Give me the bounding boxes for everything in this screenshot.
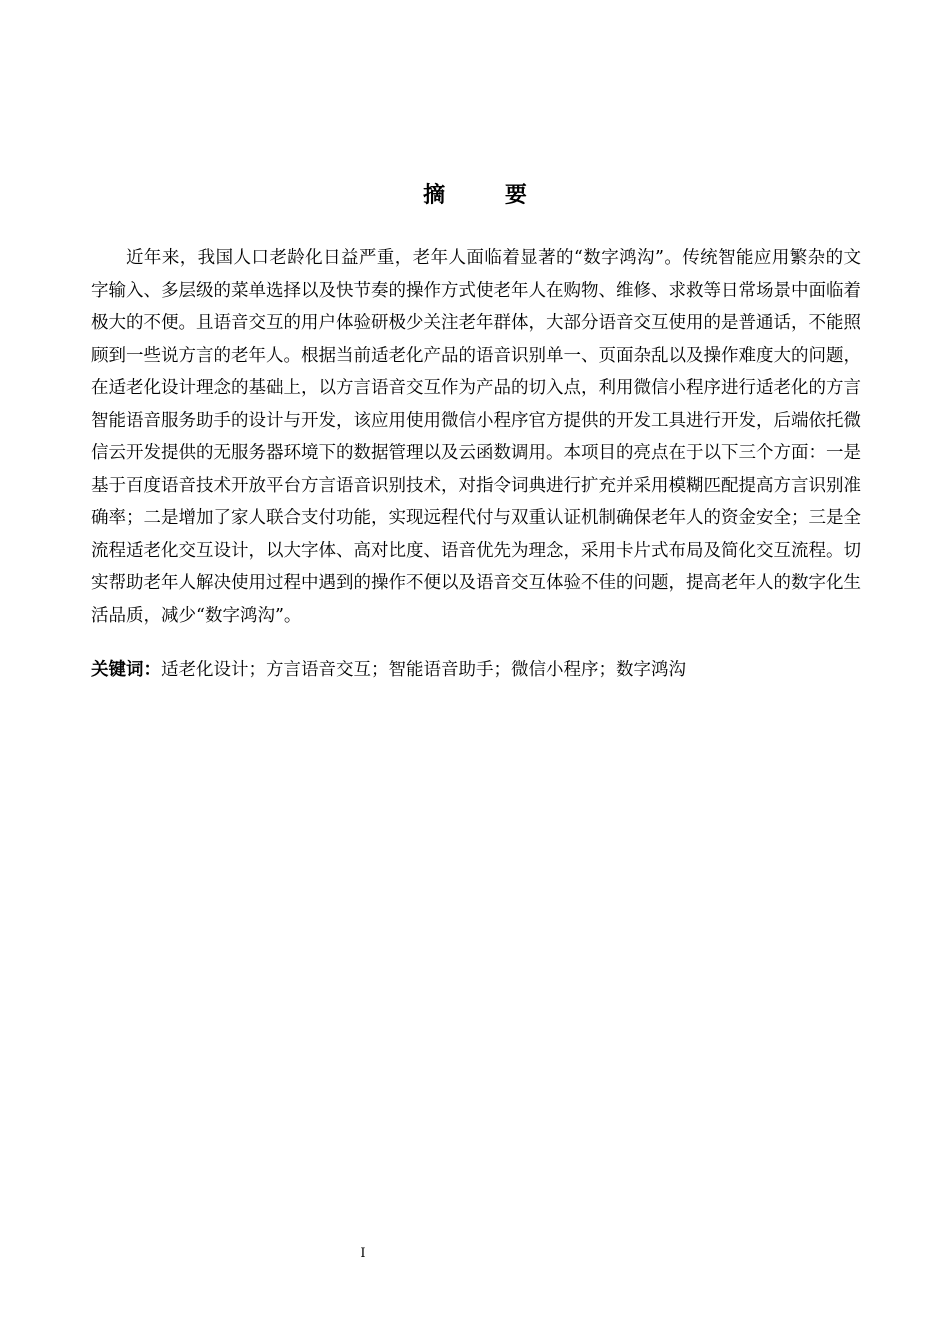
keywords-text: 适老化设计；方言语音交互；智能语音助手；微信小程序；数字鸿沟 <box>161 660 686 680</box>
abstract-title: 摘 要 <box>423 183 553 208</box>
abstract-paragraph: 近年来，我国人口老龄化日益严重，老年人面临着显著的“数字鸿沟”。传统智能应用繁杂的文字输入、多层级的菜单选择以及快节奏的操作方式使老年人在购物、维修、求救等日常场景中面临着极大的不便。且语音交互的用户体验研极少关注老年群体，大部分语音交互使用的是普通话，不能照顾到一些说方言的老年人。根据当前适老化产品的语音识别单一、页面杂乱以及操作难度大的问题，在适老化设计理念的基础上，以方言语音交互作为产品的切入点，利用微信小程序进行适老化的方言智能语音服务助手的设计与开发，该应用使用微信小程序官方提供的开发工具进行开发，后端依托微信云开发提供的无服务器环境下的数据管理以及云函数调用。本项目的亮点在于以下三个方面：一是基于百度语音技术开放平台方言语音识别技术，对指令词典进行扩充并采用模糊匹配提高方言识别准确率；二是增加了家人联合支付功能，实现远程代付与双重认证机制确保老年人的资金安全；三是全流程适老化交互设计，以大字体、高对比度、语音优先为理念，采用卡片式布局及简化交互流程。切实帮助老年人解决使用过程中遇到的操作不便以及语音交互体验不佳的问题，提高老年人的数字化生活品质，减少“数字鸿沟”。 <box>91 248 861 626</box>
keywords-line <box>91 654 861 686</box>
keywords-label: 关键词： <box>91 660 161 680</box>
page-number: I <box>360 1246 366 1261</box>
